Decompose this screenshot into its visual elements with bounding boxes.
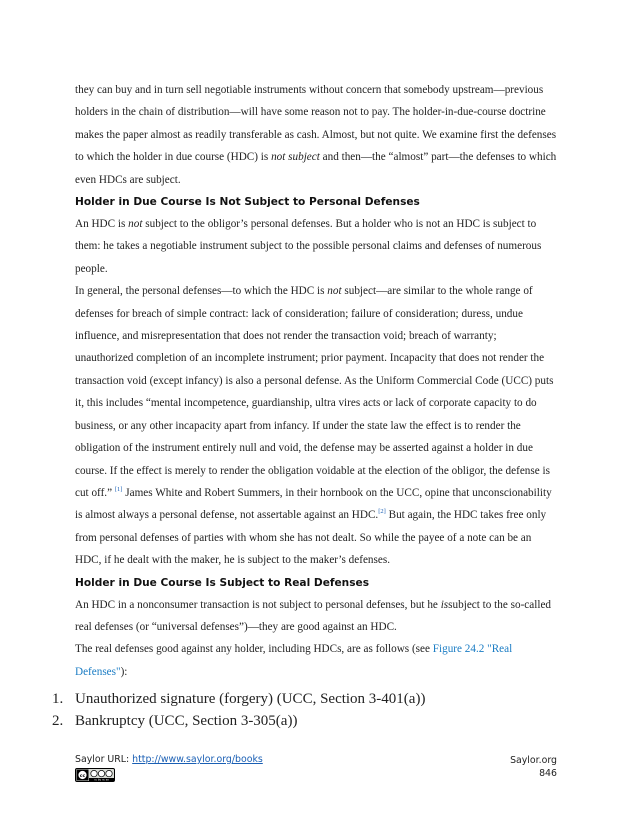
license-badge-text: cc by nc sa: [94, 778, 109, 782]
emphasis-text: not: [327, 285, 342, 298]
text-run: subject to the obligor’s personal defenses. But a holder who is not an HDC is subject to them: he takes a negotiable instrument subject to the possible personal claims and defenses of numerous people.: [75, 218, 542, 275]
paragraph-real-defenses-intro: [75, 594, 557, 639]
footer-site-name: Saylor.org: [510, 755, 557, 766]
text-run: they can buy and in turn sell negotiable instruments without concern that somebody upstream—previous holders in the chain of distribution—will have some reason not to pay. The holder-in-due-course doctrine makes the paper almost as readily transferable as cash. Almost, but not quite. We examine first the defenses to which the holder in due course (HDC) is: [75, 84, 557, 164]
svg-text:cc: cc: [79, 773, 86, 779]
text-run: An HDC in a nonconsumer transaction is not subject to personal defenses, but he: [75, 598, 441, 611]
paragraph-intro: [75, 79, 557, 191]
figure-link-real-defenses[interactable]: Figure 24.2 "Real Defenses": [75, 643, 513, 678]
section-heading-real-defenses: Holder in Due Course Is Subject to Real Defenses: [75, 576, 370, 589]
footnote-link-1[interactable]: [1]: [114, 485, 123, 493]
list-number: 2.: [52, 713, 64, 729]
list-item: [52, 688, 572, 710]
text-run: subject—are similar to the whole range of defenses for breach of simple contract: lack of consideration; failure of consideration; duress, undue influence, and misrepresentation that does not render the transaction void; breach of warranty; unauthorized completion of an incomplete instrument; prior payment. Incapacity that does not render the transaction void (except infancy) is also a personal defense. As the Uniform Commercial Code (UCC) puts it, this includes “mental incompetence, guardianship, ultra vires acts or lack of corporate capacity to do business, or any other incapacity apart from infancy. If under the state law the effect is to render the obligation of the instrument entirely null and void, the defense may be asserted against a holder in due course. If the effect is merely to render the obligation voidable at the election of the obligor, the defense is cut off.”: [75, 285, 554, 499]
numbered-list: [52, 688, 572, 732]
footnote-link-2[interactable]: [2]: [378, 508, 386, 516]
footer-page-info: [510, 754, 557, 780]
list-item-text: Unauthorized signature (forgery) (UCC, Section 3-401(a)): [75, 691, 426, 707]
list-item: [52, 710, 572, 732]
page-number: 846: [539, 768, 557, 779]
text-run: ):: [120, 665, 128, 678]
document-body: [75, 79, 557, 683]
paragraph-real-defenses-list-intro: [75, 638, 557, 683]
text-run: An HDC is: [75, 218, 129, 231]
text-run: The real defenses good against any holder, including HDCs, are as follows (see: [75, 643, 433, 656]
footer-source: [75, 754, 263, 765]
text-run: subject to the so-called real defenses (or “universal defenses”)—they are good against an HDC.: [75, 598, 552, 633]
paragraph-hdc-not-subject: [75, 213, 557, 280]
footer-url-label: Saylor URL:: [75, 754, 133, 765]
page-footer: [75, 754, 557, 794]
section-heading-personal-defenses: Holder in Due Course Is Not Subject to Personal Defenses: [75, 196, 420, 209]
creative-commons-license-icon: [75, 768, 115, 782]
text-run: James White and Robert Summers, in their hornbook on the UCC, opine that unconscionability is almost always a personal defense, not assertable against an HDC.: [75, 486, 552, 522]
list-number: 1.: [52, 691, 64, 707]
footer-url-link[interactable]: http://www.saylor.org/books: [132, 754, 263, 765]
list-item-text: Bankruptcy (UCC, Section 3-305(a)): [75, 713, 298, 729]
paragraph-personal-defenses: [75, 280, 557, 571]
text-run: and then—the “almost” part—the defenses to which even HDCs are subject.: [75, 151, 557, 186]
text-run: But again, the HDC takes free only from personal defenses of parties with whom she has not dealt. So while the payee of a note can be an HDC, if he dealt with the maker, he is subject to the maker’s defenses.: [75, 509, 547, 567]
emphasis-text: not: [128, 218, 143, 231]
emphasis-text: not subject: [271, 151, 320, 164]
text-run: In general, the personal defenses—to which the HDC is: [75, 285, 328, 298]
emphasis-text: is: [440, 598, 449, 611]
